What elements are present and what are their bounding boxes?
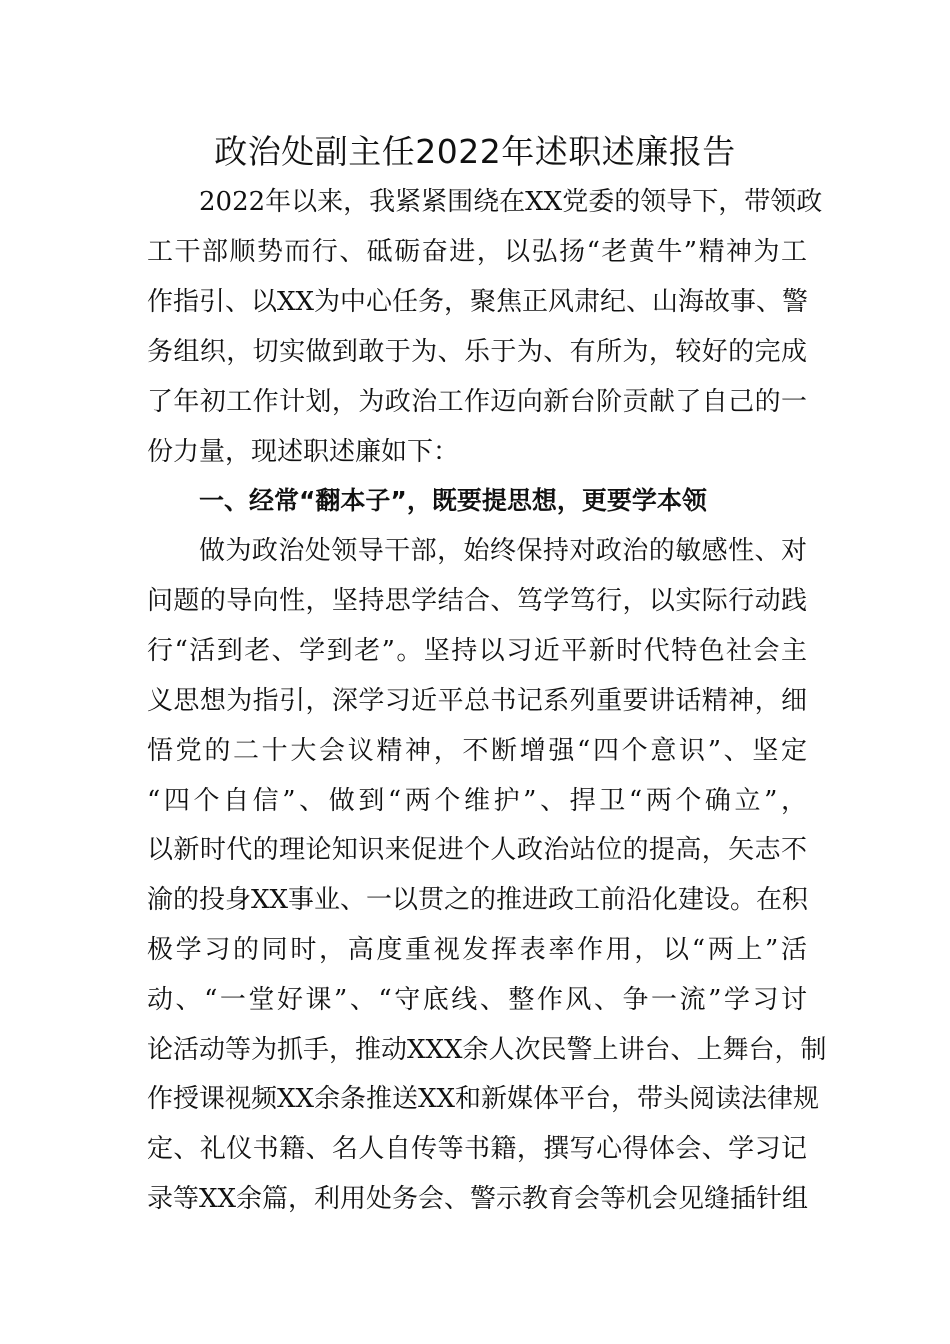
body-line: 动、“一堂好课”、“守底线、整作风、争一流”学习讨	[147, 985, 807, 1015]
intro-line: 份力量，现述职述廉如下：	[147, 437, 460, 467]
body-line: 论活动等为抓手，推动XXX余人次民警上讲台、上舞台，制	[147, 1035, 827, 1065]
intro-line: 作指引、以XX为中心任务，聚焦正风肃纪、山海故事、警	[147, 287, 809, 317]
intro-line: 工干部顺势而行、砥砺奋进，以弘扬“老黄牛”精神为工	[147, 237, 807, 267]
body-line: 以新时代的理论知识来促进个人政治站位的提高，矢志不	[147, 835, 807, 865]
section-heading: 一、经常“翻本子”，既要提思想，更要学本领	[199, 486, 707, 515]
body-line: 录等XX余篇，利用处务会、警示教育会等机会见缝插针组	[147, 1184, 809, 1214]
body-line: 渝的投身XX事业、一以贯之的推进政工前沿化建设。在积	[147, 885, 809, 915]
body-line: 极学习的同时，高度重视发挥表率作用，以“两上”活	[147, 935, 807, 965]
body-line: 做为政治处领导干部，始终保持对政治的敏感性、对	[199, 536, 807, 566]
body-line: 悟党的二十大会议精神，不断增强“四个意识”、坚定	[147, 736, 807, 766]
body-line: 定、礼仪书籍、名人自传等书籍，撰写心得体会、学习记	[147, 1134, 807, 1164]
body-line: 行“活到老、学到老”。坚持以习近平新时代特色社会主	[147, 636, 807, 666]
intro-line: 2022年以来，我紧紧围绕在XX党委的领导下，带领政	[199, 187, 823, 217]
body-line: 问题的导向性，坚持思学结合、笃学笃行，以实际行动践	[147, 586, 807, 616]
body-line: 作授课视频XX余条推送XX和新媒体平台，带头阅读法律规	[147, 1084, 820, 1114]
intro-line: 了年初工作计划，为政治工作迈向新台阶贡献了自己的一	[147, 387, 807, 417]
body-line: 义思想为指引，深学习近平总书记系列重要讲话精神，细	[147, 686, 807, 716]
body-line: “四个自信”、做到“两个维护”、捍卫“两个确立”，	[147, 786, 807, 816]
document-title: 政治处副主任2022年述职述廉报告	[214, 132, 736, 171]
intro-line: 务组织，切实做到敢于为、乐于为、有所为，较好的完成	[147, 337, 807, 367]
